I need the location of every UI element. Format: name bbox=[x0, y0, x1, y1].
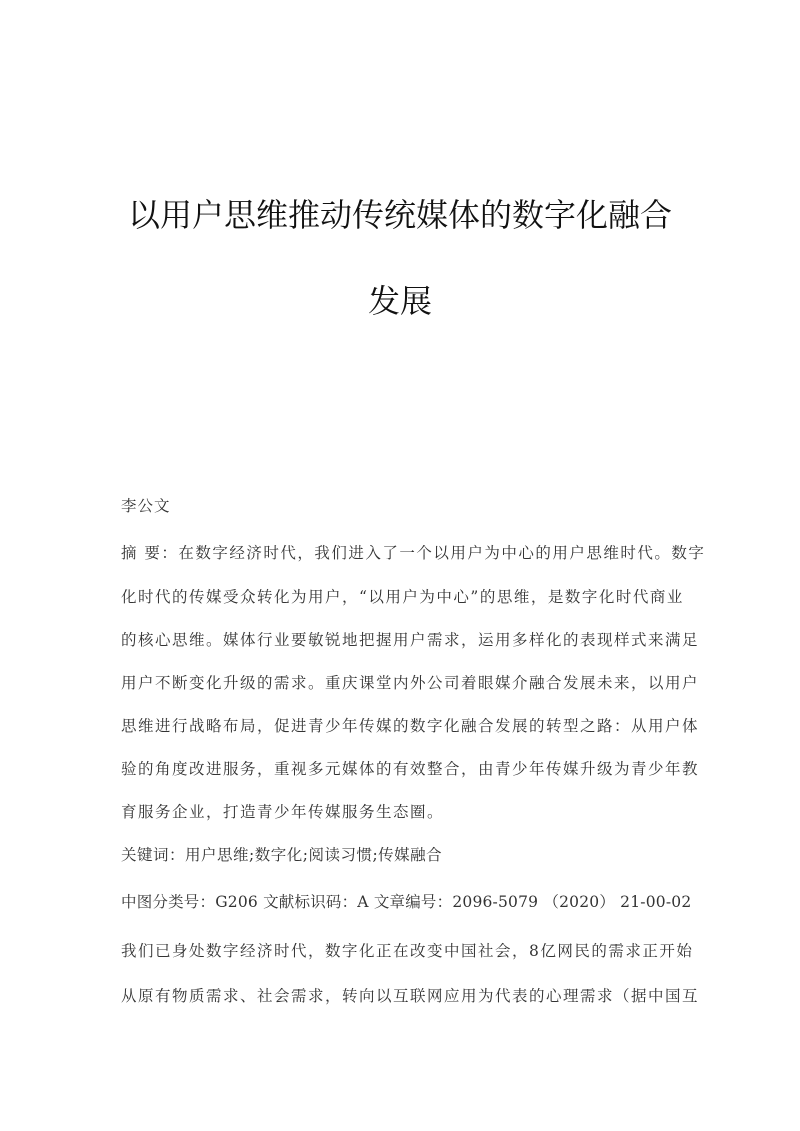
abstract-line: 的核心思维。媒体行业要敏锐地把握用户需求，运用多样化的表现样式来满足 bbox=[121, 631, 700, 649]
title-line-1: 以用户思维推动传统媒体的数字化融合 bbox=[127, 196, 672, 234]
classification-info: 中图分类号：G206 文献标识码：A 文章编号：2096-5079 （2020） 21-00-02 bbox=[121, 893, 692, 911]
title-line-2: 发展 bbox=[367, 282, 432, 320]
abstract-line: 摘 要：在数字经济时代，我们进入了一个以用户为中心的用户思维时代。数字 bbox=[121, 544, 706, 562]
body-line: 我们已身处数字经济时代，数字化正在改变中国社会，8亿网民的需求正开始 bbox=[121, 942, 694, 960]
abstract-line: 用户不断变化升级的需求。重庆课堂内外公司着眼媒介融合发展未来，以用户 bbox=[121, 674, 700, 692]
abstract-line: 化时代的传媒受众转化为用户，“以用户为中心”的思维，是数字化时代商业 bbox=[121, 588, 684, 606]
body-line: 从原有物质需求、社会需求，转向以互联网应用为代表的心理需求（据中国互 bbox=[121, 987, 700, 1005]
abstract-line: 验的角度改进服务，重视多元媒体的有效整合，由青少年传媒升级为青少年教 bbox=[121, 760, 700, 778]
abstract-line: 育服务企业，打造青少年传媒服务生态圈。 bbox=[121, 803, 445, 821]
author-name: 李公文 bbox=[121, 497, 171, 515]
abstract-line: 思维进行战略布局，促进青少年传媒的数字化融合发展的转型之路：从用户体 bbox=[121, 717, 700, 735]
keywords: 关键词：用户思维;数字化;阅读习惯;传媒融合 bbox=[121, 846, 443, 864]
